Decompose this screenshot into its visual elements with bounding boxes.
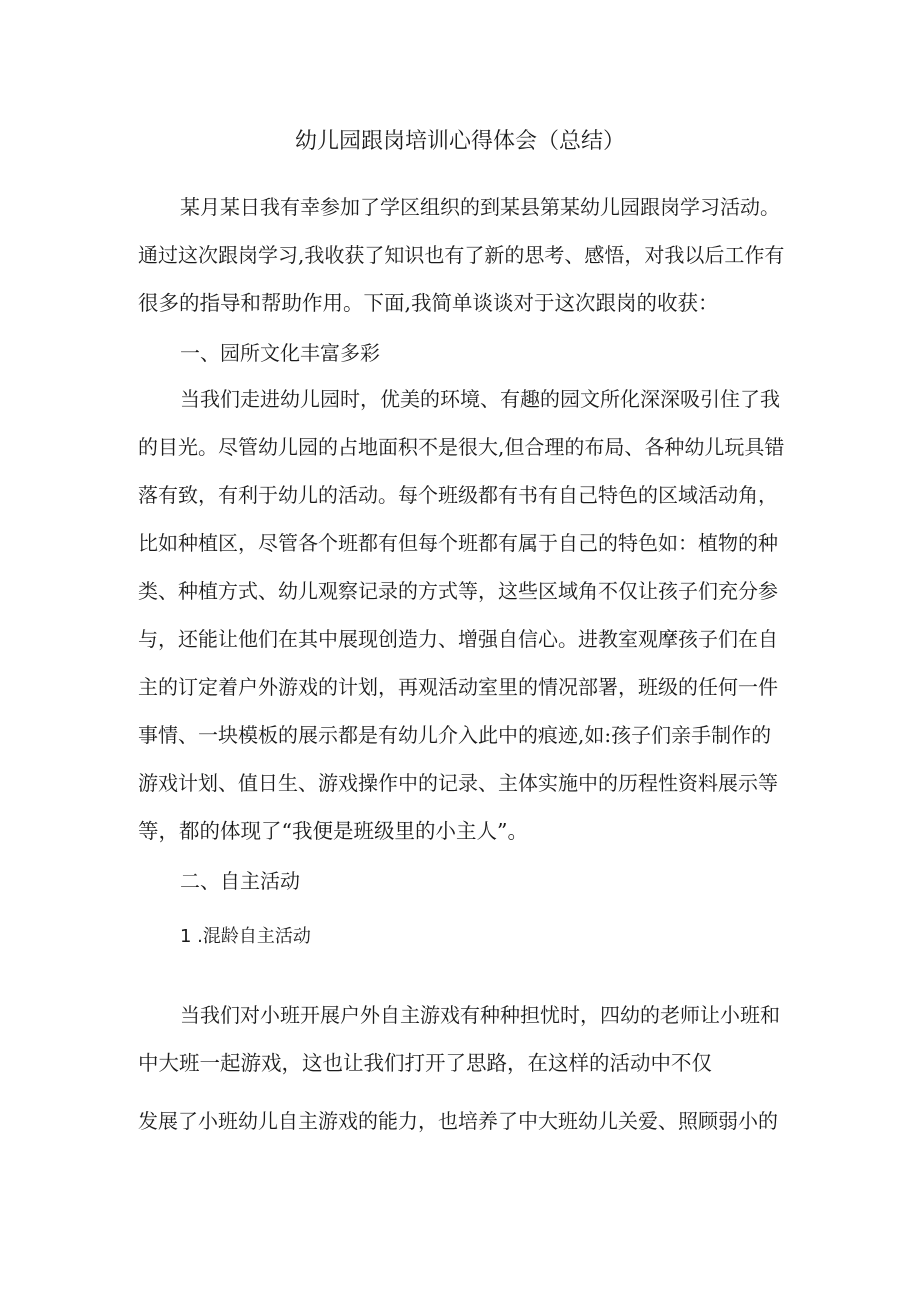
section2-subheading: 1 .混龄自主活动 — [180, 926, 311, 947]
section1-line-8: 事情、一块模板的展示都是有幼儿介入此中的痕迹,如:孩子们亲手制作的 — [138, 723, 772, 747]
intro-line-1: 某月某日我有幸参加了学区组织的到某县第某幼儿园跟岗学习活动。 — [180, 195, 780, 219]
section1-heading: 一、园所文化丰富多彩 — [180, 341, 380, 365]
section1-line-2: 的目光。尽管幼儿园的占地面积不是很大,但合理的布局、各种幼儿玩具错 — [138, 435, 785, 459]
intro-line-3: 很多的指导和帮助作用。下面,我简单谈谈对于这次跟岗的收获： — [138, 291, 719, 315]
section1-line-9: 游戏计划、值日生、游戏操作中的记录、主体实施中的历程性资料展示等 — [138, 771, 778, 795]
section1-line-5: 类、种植方式、幼儿观察记录的方式等，这些区域角不仅让孩子们充分参 — [138, 579, 778, 603]
section1-line-7: 主的订定着户外游戏的计划，再观活动室里的情况部署，班级的任何一件 — [138, 675, 778, 699]
section1-line-4: 比如种植区，尽管各个班都有但每个班都有属于自己的特色如：植物的种 — [138, 531, 778, 555]
section1-line-10: 等，都的体现了“我便是班级里的小主人”。 — [138, 819, 528, 843]
section1-line-6: 与，还能让他们在其中展现创造力、增强自信心。进教室观摩孩子们在自 — [138, 627, 778, 651]
section2-line-3: 发展了小班幼儿自主游戏的能力，也培养了中大班幼儿关爱、照顾弱小的 — [138, 1109, 778, 1133]
intro-line-2: 通过这次跟岗学习,我收获了知识也有了新的思考、感悟，对我以后工作有 — [138, 243, 785, 267]
section2-line-2: 中大班一起游戏，这也让我们打开了思路，在这样的活动中不仅 — [138, 1051, 712, 1075]
section1-line-1: 当我们走进幼儿园时，优美的环境、有趣的园文所化深深吸引住了我 — [180, 387, 780, 411]
section1-line-3: 落有致，有利于幼儿的活动。每个班级都有书有自己特色的区域活动角， — [138, 483, 778, 507]
section2-heading: 二、自主活动 — [180, 869, 300, 893]
document-title: 幼儿园跟岗培训心得体会（总结） — [294, 129, 625, 154]
section2-line-1: 当我们对小班开展户外自主游戏有种种担忧时，四幼的老师让小班和 — [180, 1003, 780, 1027]
